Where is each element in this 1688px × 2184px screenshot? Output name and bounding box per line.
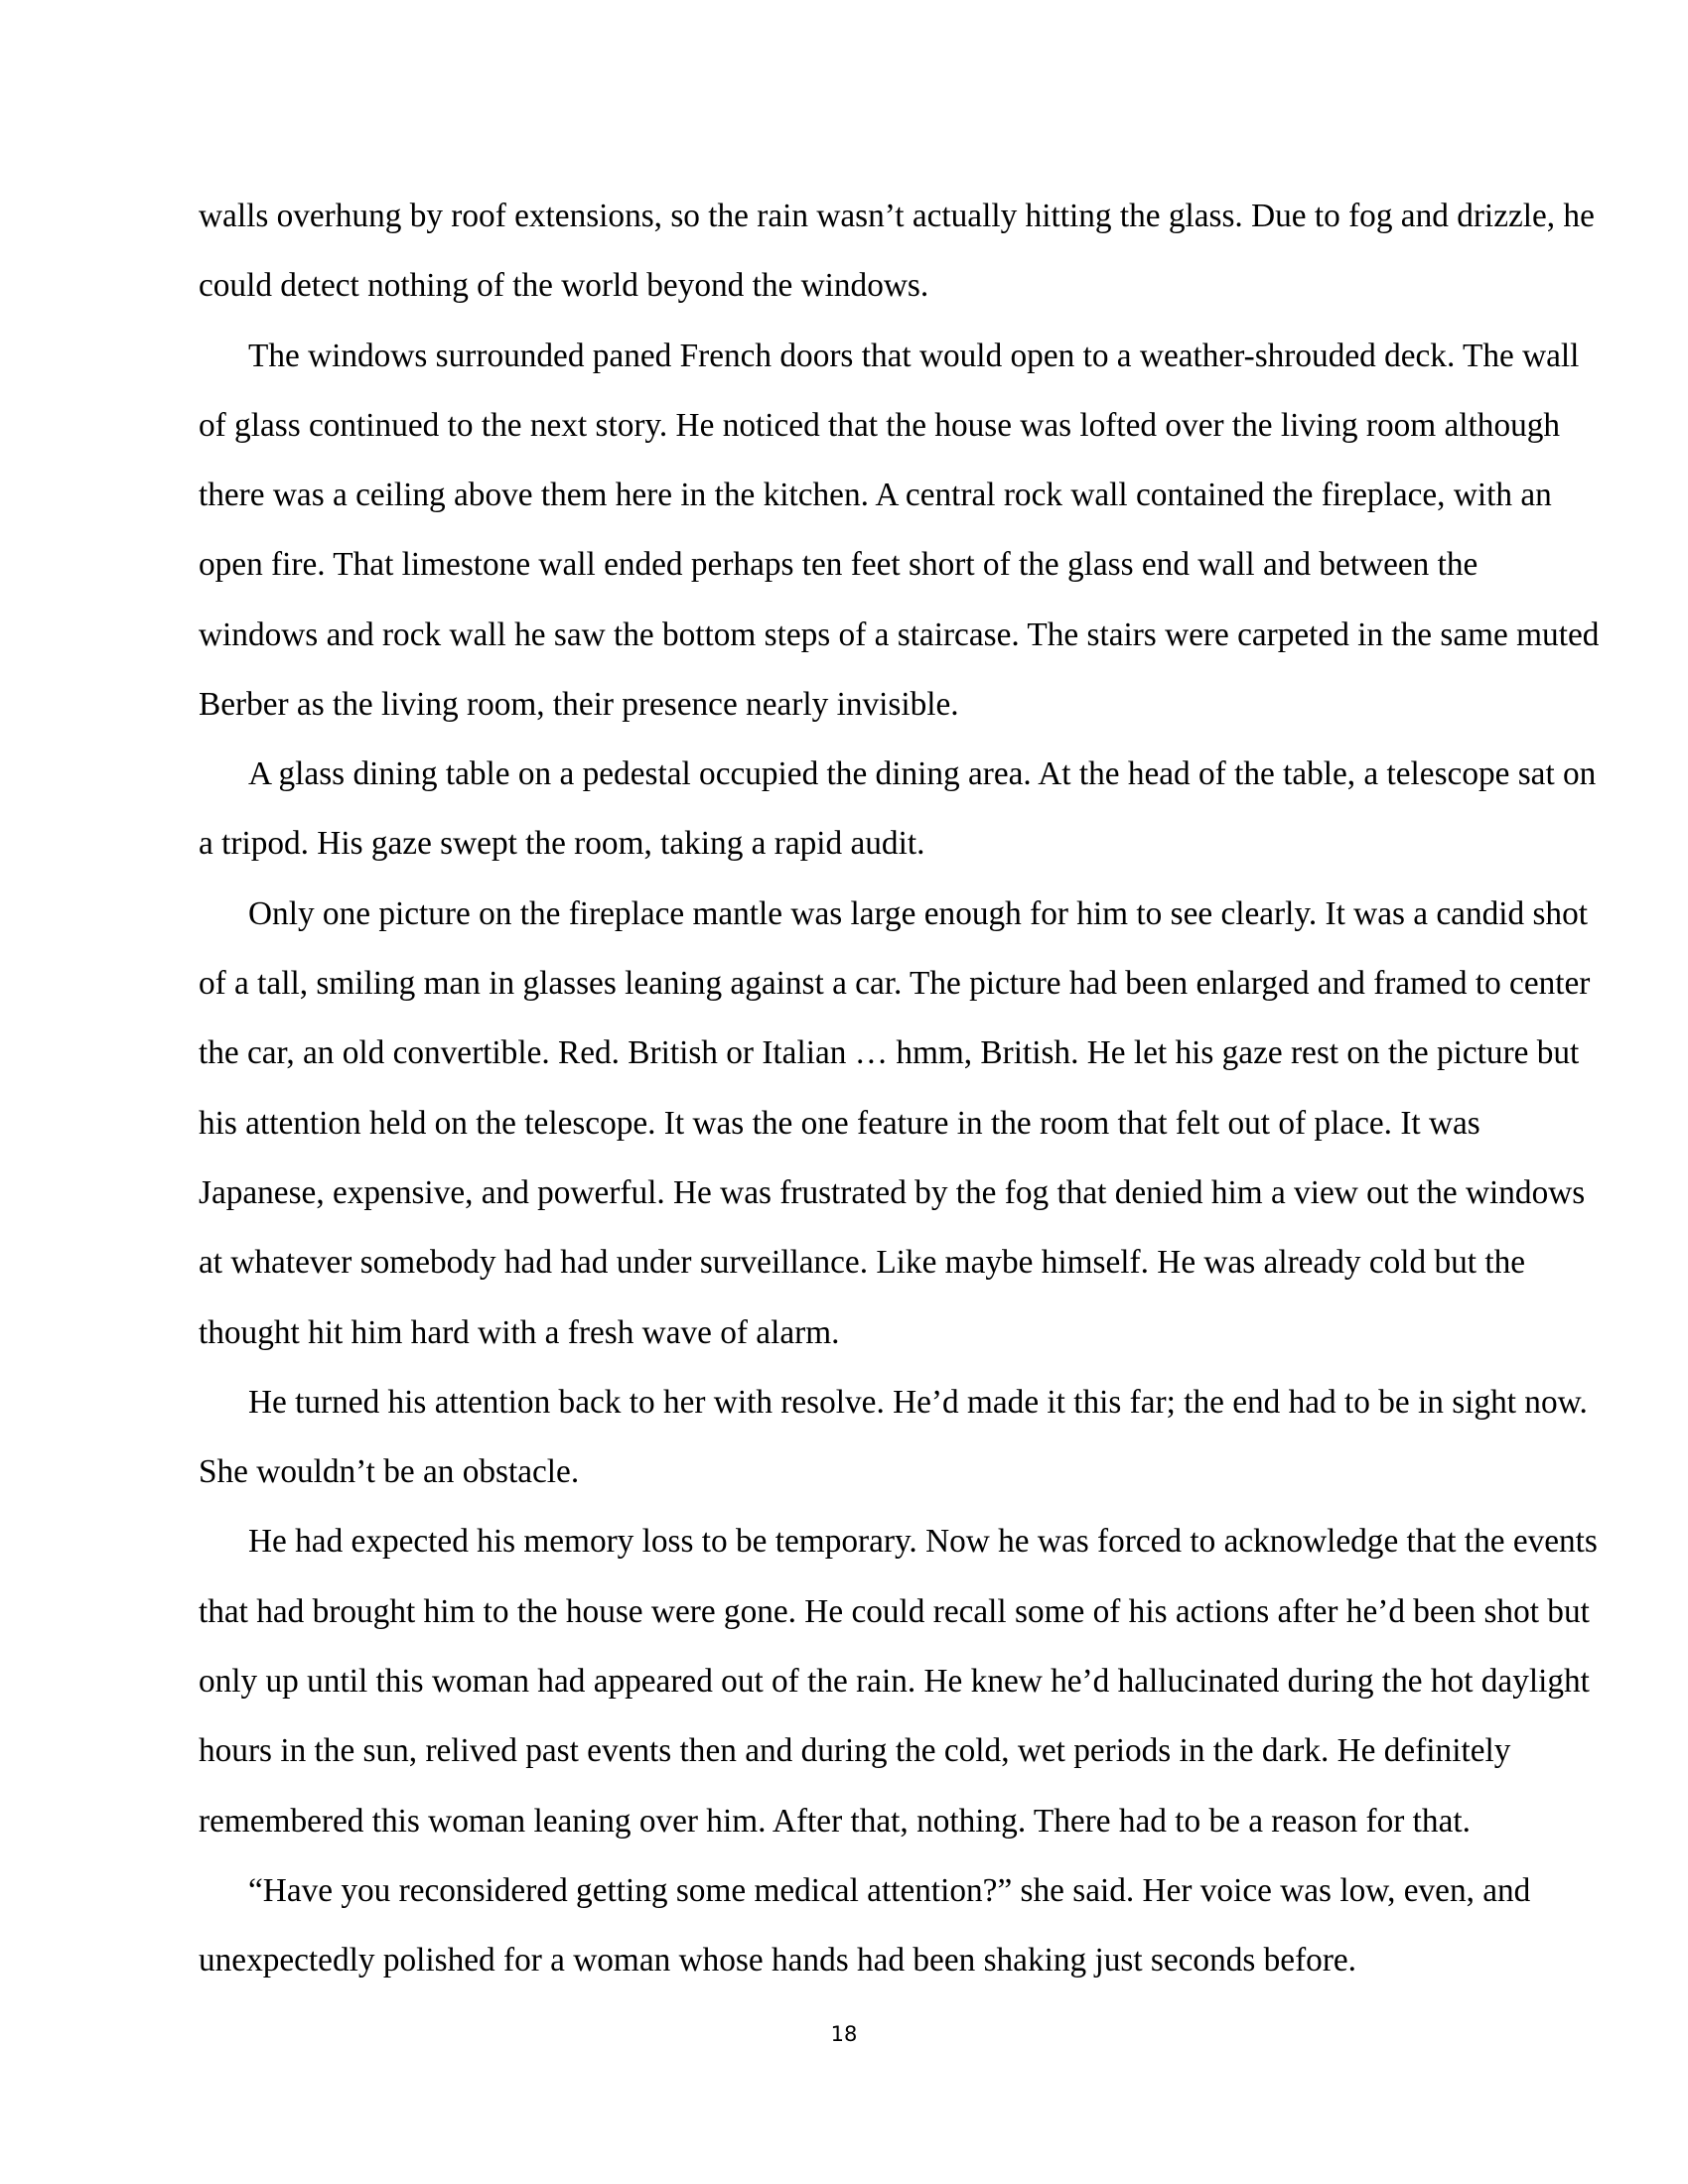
text-line: thought hit him hard with a fresh wave of alarm. <box>199 1314 840 1351</box>
paragraph-first-line: Only one picture on the fireplace mantle was large enough for him to see clearly. It was a candid shot <box>248 895 1588 932</box>
paragraph-first-line: He had expected his memory loss to be temporary. Now he was forced to acknowledge that the events <box>248 1523 1598 1560</box>
text-line: a tripod. His gaze swept the room, taking a rapid audit. <box>199 825 925 862</box>
text-line: at whatever somebody had had under surveillance. Like maybe himself. He was already cold but the <box>199 1244 1526 1281</box>
text-line: of glass continued to the next story. He noticed that the house was lofted over the living room although <box>199 407 1561 444</box>
text-line: hours in the sun, relived past events then and during the cold, wet periods in the dark. He definitely <box>199 1732 1511 1769</box>
text-line: the car, an old convertible. Red. British or Italian … hmm, British. He let his gaze rest on the picture but <box>199 1034 1580 1071</box>
page-number: 18 <box>830 2022 858 2046</box>
text-line: that had brought him to the house were gone. He could recall some of his actions after he’d been shot but <box>199 1593 1590 1630</box>
text-line: of a tall, smiling man in glasses leaning against a car. The picture had been enlarged and framed to center <box>199 965 1591 1002</box>
text-line: remembered this woman leaning over him. After that, nothing. There had to be a reason for that. <box>199 1803 1471 1840</box>
text-line: unexpectedly polished for a woman whose hands had been shaking just seconds before. <box>199 1942 1357 1979</box>
text-line: open fire. That limestone wall ended perhaps ten feet short of the glass end wall and between the <box>199 546 1478 583</box>
text-line: only up until this woman had appeared out of the rain. He knew he’d hallucinated during the hot daylight <box>199 1663 1590 1700</box>
text-line: She wouldn’t be an obstacle. <box>199 1453 580 1490</box>
text-line: there was a ceiling above them here in the kitchen. A central rock wall contained the fireplace, with an <box>199 477 1552 513</box>
paragraph-first-line: “Have you reconsidered getting some medical attention?” she said. Her voice was low, even, and <box>248 1872 1531 1909</box>
text-line: Japanese, expensive, and powerful. He was frustrated by the fog that denied him a view out the windows <box>199 1174 1586 1211</box>
paragraph-first-line: He turned his attention back to her with resolve. He’d made it this far; the end had to be in sight now. <box>248 1384 1588 1421</box>
text-line: his attention held on the telescope. It was the one feature in the room that felt out of place. It was <box>199 1105 1480 1142</box>
text-line: windows and rock wall he saw the bottom steps of a staircase. The stairs were carpeted in the same muted <box>199 616 1600 653</box>
paragraph-first-line: The windows surrounded paned French doors that would open to a weather-shrouded deck. The wall <box>248 338 1580 374</box>
paragraph-first-line: A glass dining table on a pedestal occupied the dining area. At the head of the table, a telescope sat on <box>248 755 1597 792</box>
text-line: walls overhung by roof extensions, so the rain wasn’t actually hitting the glass. Due to fog and drizzle, he <box>199 198 1595 234</box>
text-line: Berber as the living room, their presence nearly invisible. <box>199 686 959 723</box>
text-line: could detect nothing of the world beyond the windows. <box>199 267 929 304</box>
